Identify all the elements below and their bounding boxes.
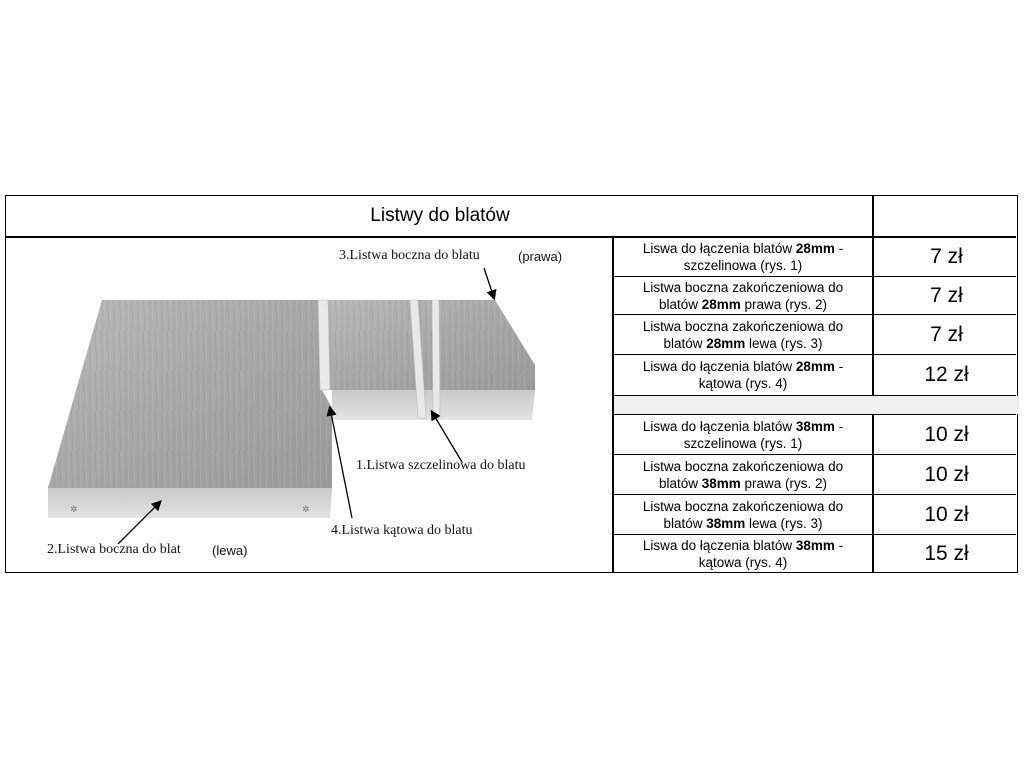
price-cell: 7 zł	[930, 244, 963, 268]
label-corner-trim: 4.Listwa kątowa do blatu	[331, 523, 473, 538]
arrows	[0, 240, 620, 570]
label-side-right: (prawa)	[518, 249, 563, 264]
table-row: Liswa do łączenia blatów 38mm - kątowa (rys. 4)	[642, 537, 844, 570]
screw-icon: ✲	[302, 505, 310, 515]
label-side-left: (lewa)	[212, 543, 248, 558]
label-side-trim-left: 2.Listwa boczna do blat	[47, 542, 181, 557]
table-row: Liswa do łączenia blatów 28mm - kątowa (rys. 4)	[642, 359, 844, 391]
price-cell: 7 zł	[930, 283, 963, 307]
table-row: Listwa boczna zakończeniowa do blatów 38mm prawa (rys. 2)	[642, 458, 844, 491]
label-slot-trim: 1.Listwa szczelinowa do blatu	[356, 458, 526, 473]
table-row: Listwa boczna zakończeniowa do blatów 28mm lewa (rys. 3)	[642, 318, 844, 351]
price-cell: 10 zł	[924, 502, 969, 526]
screw-icon: ✲	[70, 505, 78, 515]
price-cell: 12 zł	[924, 363, 969, 386]
price-cell: 10 zł	[924, 422, 969, 446]
table-row: Listwa boczna zakończeniowa do blatów 38mm lewa (rys. 3)	[642, 498, 844, 531]
table-title: Listwy do blatów	[370, 205, 510, 226]
table-row: Liswa do łączenia blatów 28mm - szczelinowa (rys. 1)	[642, 240, 844, 273]
separator-row	[614, 396, 1019, 414]
price-cell: 15 zł	[924, 541, 969, 565]
price-cell: 7 zł	[930, 322, 963, 346]
table-row: Listwa boczna zakończeniowa do blatów 28mm prawa (rys. 2)	[642, 279, 844, 312]
price-cell: 10 zł	[924, 462, 969, 486]
table-row: Liswa do łączenia blatów 38mm - szczelinowa (rys. 1)	[642, 418, 844, 451]
label-side-trim-right: 3.Listwa boczna do blatu	[339, 248, 480, 263]
